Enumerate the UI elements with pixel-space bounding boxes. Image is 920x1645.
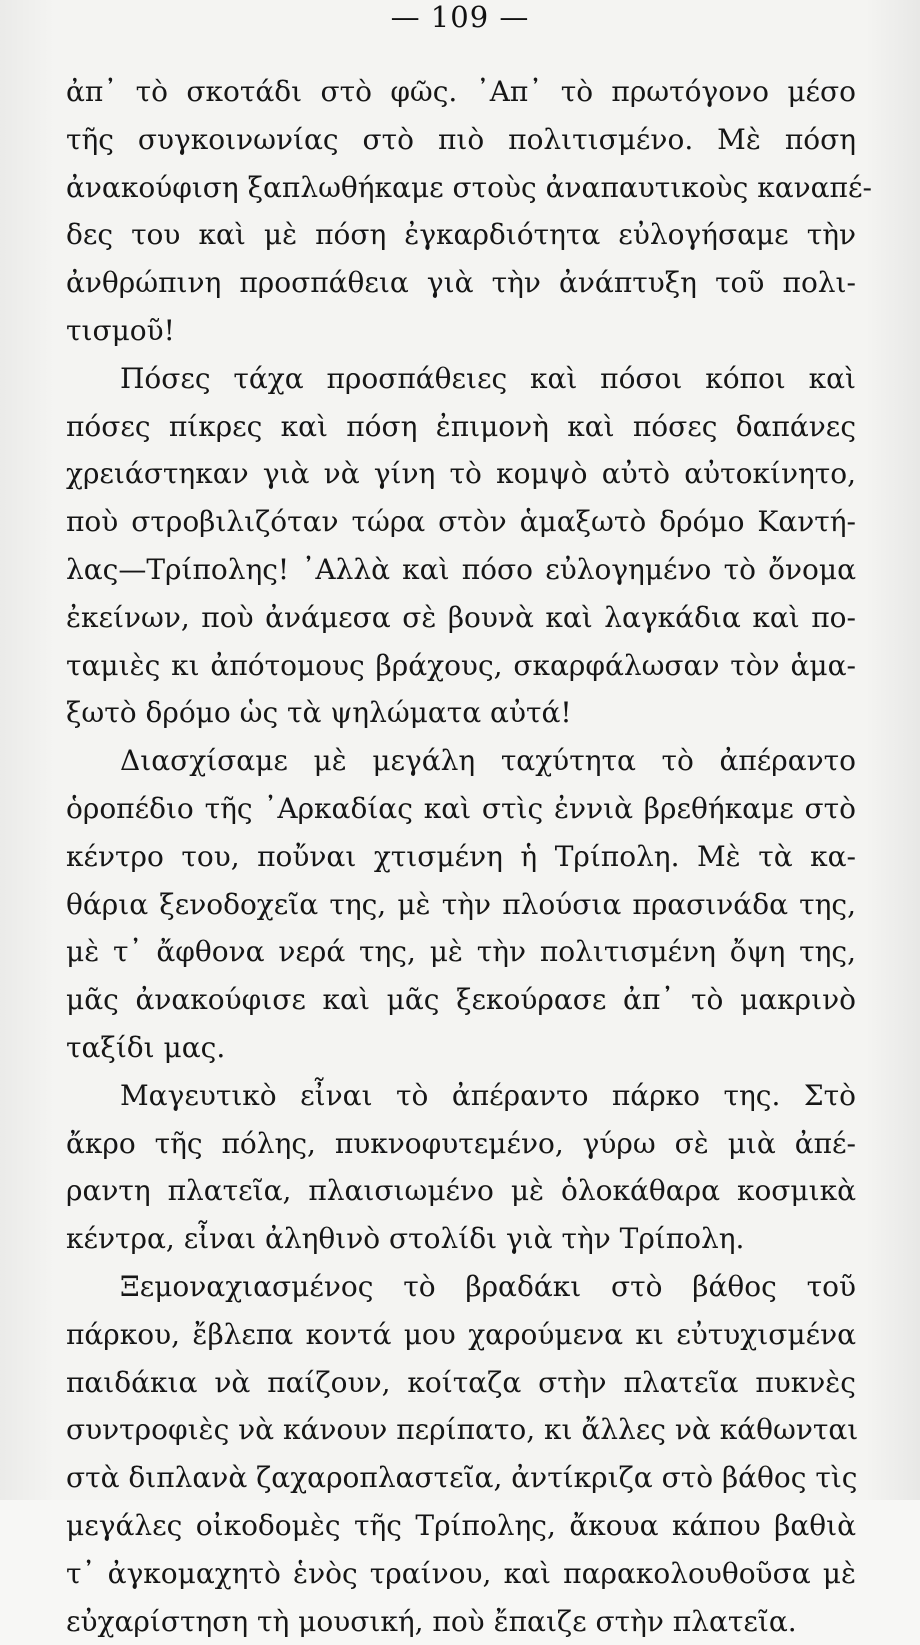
text-line: ἄκρο τῆς πόλης, πυκνοφυτεμένο, γύρω σὲ μιὰ ἀπέ- [66, 1120, 856, 1168]
text-line: μεγάλες οἰκοδομὲς τῆς Τρίπολης, ἄκουα κάπου βαθιὰ [66, 1502, 856, 1550]
text-line: ἀπ᾽ τὸ σκοτάδι στὸ φῶς. ᾽Απ᾽ τὸ πρωτόγονο μέσο [66, 68, 856, 116]
text-line: ποὺ στροβιλιζόταν τώρα στὸν ἁμαξωτὸ δρόμο Καντή- [66, 498, 856, 546]
text-line: κέντρα, εἶναι ἀληθινὸ στολίδι γιὰ τὴν Τρίπολη. [66, 1215, 856, 1263]
text-line: ραντη πλατεῖα, πλαισιωμένο μὲ ὁλοκάθαρα κοσμικὰ [66, 1167, 856, 1215]
text-line: πόσες πίκρες καὶ πόση ἐπιμονὴ καὶ πόσες δαπάνες [66, 403, 856, 451]
text-line: Ξεμοναχιασμένος τὸ βραδάκι στὸ βάθος τοῦ [66, 1263, 856, 1311]
text-line: ξωτὸ δρόμο ὡς τὰ ψηλώματα αὐτά! [66, 689, 856, 737]
page-number: — 109 — [0, 0, 920, 34]
paragraph-2 [66, 355, 856, 737]
text-line: ταμιὲς κι ἀπότομους βράχους, σκαρφάλωσαν τὸν ἁμα- [66, 642, 856, 690]
text-line: λας—Τρίπολης! ᾽Αλλὰ καὶ πόσο εὐλογημένο τὸ ὄνομα [66, 546, 856, 594]
text-line: τισμοῦ! [66, 307, 856, 355]
text-line: ταξίδι μας. [66, 1024, 856, 1072]
text-line: κέντρο του, ποὔναι χτισμένη ἡ Τρίπολη. Μὲ τὰ κα- [66, 833, 856, 881]
body-text [66, 68, 856, 1645]
text-line: χρειάστηκαν γιὰ νὰ γίνη τὸ κομψὸ αὐτὸ αὐτοκίνητο, [66, 450, 856, 498]
text-line: στὰ διπλανὰ ζαχαροπλαστεῖα, ἀντίκριζα στὸ βάθος τὶς [66, 1454, 856, 1502]
text-line: ἀνθρώπινη προσπάθεια γιὰ τὴν ἀνάπτυξη τοῦ πολι- [66, 259, 856, 307]
text-line: θάρια ξενοδοχεῖα της, μὲ τὴν πλούσια πρασινάδα της, [66, 881, 856, 929]
text-line: ἀνακούφιση ξαπλωθήκαμε στοὺς ἀναπαυτικοὺς καναπέ- [66, 164, 856, 212]
text-line: Διασχίσαμε μὲ μεγάλη ταχύτητα τὸ ἀπέραντο [66, 737, 856, 785]
text-line: δες του καὶ μὲ πόση ἐγκαρδιότητα εὐλογήσαμε τὴν [66, 211, 856, 259]
text-line: συντροφιὲς νὰ κάνουν περίπατο, κι ἄλλες νὰ κάθωνται [66, 1406, 856, 1454]
text-line: πάρκου, ἔβλεπα κοντά μου χαρούμενα κι εὐτυχισμένα [66, 1311, 856, 1359]
text-line: εὐχαρίστηση τὴ μουσική, ποὺ ἔπαιζε στὴν πλατεῖα. [66, 1598, 856, 1645]
text-line: Πόσες τάχα προσπάθειες καὶ πόσοι κόποι καὶ [66, 355, 856, 403]
paragraph-3 [66, 737, 856, 1072]
text-line: ὁροπέδιο τῆς ᾽Αρκαδίας καὶ στὶς ἐννιὰ βρεθήκαμε στὸ [66, 785, 856, 833]
paragraph-5 [66, 1263, 856, 1645]
paragraph-1 [66, 68, 856, 355]
paragraph-4 [66, 1072, 856, 1263]
text-line: Μαγευτικὸ εἶναι τὸ ἀπέραντο πάρκο της. Στὸ [66, 1072, 856, 1120]
text-line: ἐκείνων, ποὺ ἀνάμεσα σὲ βουνὰ καὶ λαγκάδια καὶ πο- [66, 594, 856, 642]
text-line: τ᾽ ἀγκομαχητὸ ἑνὸς τραίνου, καὶ παρακολουθοῦσα μὲ [66, 1550, 856, 1598]
text-line: μὲ τ᾽ ἄφθονα νερά της, μὲ τὴν πολιτισμένη ὄψη της, [66, 928, 856, 976]
text-line: μᾶς ἀνακούφισε καὶ μᾶς ξεκούρασε ἀπ᾽ τὸ μακρινὸ [66, 976, 856, 1024]
text-line: τῆς συγκοινωνίας στὸ πιὸ πολιτισμένο. Μὲ πόση [66, 116, 856, 164]
text-line: παιδάκια νὰ παίζουν, κοίταζα στὴν πλατεῖα πυκνὲς [66, 1359, 856, 1407]
